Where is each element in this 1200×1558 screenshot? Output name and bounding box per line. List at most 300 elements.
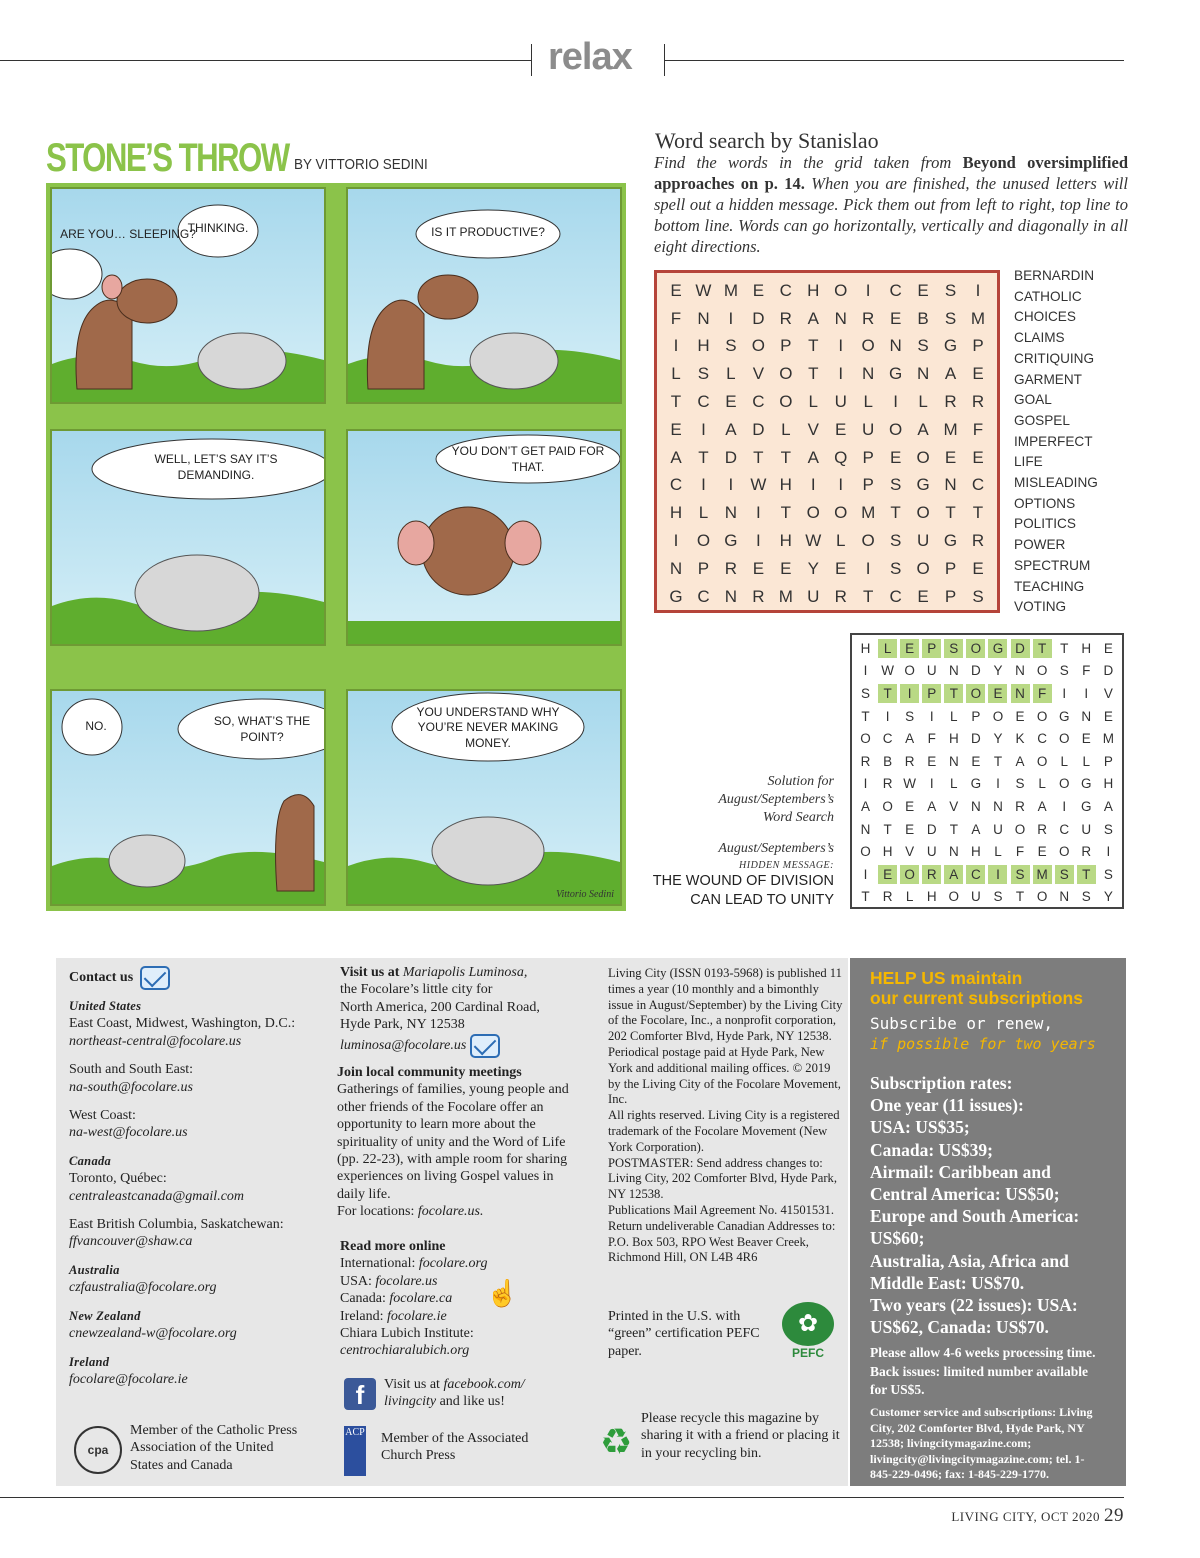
- grid-row: [663, 388, 991, 416]
- grid-letter: L: [918, 392, 928, 412]
- grid-letter: Y: [993, 663, 1003, 679]
- grid-letter: I: [865, 558, 871, 578]
- grid-letter: R: [1015, 798, 1025, 814]
- grid-letter: O: [1058, 844, 1070, 860]
- wordsearch-word-list: [1014, 266, 1098, 618]
- acp-member-text: Member of the Associated Church Press: [381, 1431, 529, 1464]
- grid-letter: N: [834, 308, 847, 328]
- grid-letter: U: [971, 889, 981, 905]
- grid-letter: T: [1033, 639, 1052, 658]
- help-heading: our current subscriptions: [870, 988, 1083, 1008]
- grid-letter: H: [882, 844, 893, 860]
- grid-letter: O: [1058, 776, 1070, 792]
- comic-strip: [46, 183, 626, 911]
- link[interactable]: centrochiaralubich.org: [340, 1343, 470, 1359]
- grid-letter: T: [753, 447, 764, 467]
- grid-letter: I: [838, 475, 844, 495]
- grid-letter: S: [1059, 663, 1069, 679]
- link[interactable]: focolare.ca: [389, 1291, 453, 1307]
- artist-signature: Vittorio Sedini: [556, 889, 614, 900]
- publication-column: Living City (ISSN 0193-5968) is published 11 times a year (10 monthly and a bimonthly issue in August/September) by the Living City of the Focolare, Inc., a nonprofit corporation, 202 Comforter Blvd, Hyde Park, NY 12538. Periodical postage paid at Hyde Park, New York and additional mailing offices. © 2019 by the Living City of the Focolare Movement, Inc. All rights reserved. Living City is a registered trademark of the Focolare Movement (New York Corporation). POSTMASTER: Send address changes to: Living City, 202 Comforter Blvd, Hyde Park, NY 12538. Publications Mail Agreement No. 41501531. Return undeliverable Canadian Addresses to: P.O. Box 503, RPO West Beaver Creek, Richmond Hill, ON L4B 4R6: [608, 966, 843, 1265]
- grid-row: [856, 705, 1118, 728]
- grid-letter: N: [1081, 708, 1092, 724]
- grid-letter: M: [778, 586, 793, 606]
- grid-letter: I: [1084, 685, 1089, 701]
- grid-letter: T: [808, 336, 819, 356]
- grid-letter: G: [943, 531, 958, 551]
- grid-letter: A: [860, 798, 870, 814]
- grid-letter: S: [972, 586, 984, 606]
- grid-letter: H: [1103, 776, 1114, 792]
- grid-letter: E: [835, 558, 847, 578]
- grid-letter: T: [698, 447, 709, 467]
- facebook-icon[interactable]: f: [344, 1378, 376, 1410]
- recycle-note: Please recycle this magazine by sharing it with a friend or placing it in your recycling bin.: [641, 1411, 840, 1461]
- grid-row: [856, 886, 1118, 909]
- grid-letter: V: [1103, 685, 1113, 701]
- cpa-member-text: Member of the Catholic Press Association of the United States and Canada: [130, 1423, 298, 1473]
- grid-letter: N: [724, 503, 738, 523]
- grid-letter: P: [972, 336, 984, 356]
- grid-letter: O: [751, 336, 765, 356]
- grid-letter: O: [966, 639, 985, 658]
- comic-panel-1: [50, 187, 326, 404]
- grid-letter: F: [1015, 844, 1025, 860]
- grid-letter: T: [670, 392, 682, 412]
- header-rule-right: [664, 60, 1124, 61]
- grid-row: [663, 555, 991, 583]
- grid-letter: W: [881, 663, 894, 679]
- grid-letter: I: [929, 708, 934, 724]
- grid-letter: L: [878, 639, 897, 658]
- word-list-item: GARMENT: [1014, 371, 1082, 387]
- grid-letter: D: [752, 419, 765, 439]
- grid-letter: E: [900, 639, 919, 658]
- page-number: 29: [1104, 1505, 1124, 1526]
- grid-letter: S: [889, 531, 902, 551]
- grid-letter: O: [1036, 889, 1048, 905]
- grid-letter: H: [697, 336, 710, 356]
- grid-letter: E: [835, 419, 847, 439]
- grid-letter: E: [1103, 640, 1113, 656]
- grid-letter: A: [807, 308, 819, 328]
- grid-letter: A: [725, 419, 737, 439]
- read-online-block: Read more online International: focolare.org USA: focolare.us Canada: focolare.ca Ireland: focolare.ie Chiara Lubich Institute: centrochiaralubich.org: [340, 1239, 488, 1359]
- grid-letter: G: [916, 475, 930, 495]
- grid-letter: P: [922, 639, 941, 658]
- grid-letter: O: [882, 798, 893, 814]
- word-list-item: CLAIMS: [1014, 330, 1065, 346]
- grid-letter: S: [993, 889, 1003, 905]
- grid-letter: N: [697, 308, 710, 328]
- grid-letter: Y: [1103, 889, 1113, 905]
- email-link[interactable]: luminosa@focolare.us: [340, 1037, 467, 1053]
- grid-letter: N: [916, 364, 930, 384]
- grid-letter: T: [993, 753, 1003, 769]
- grid-letter: C: [669, 475, 683, 495]
- grid-letter: T: [780, 447, 791, 467]
- grid-letter: S: [889, 558, 902, 578]
- grid-letter: I: [865, 280, 871, 300]
- contact-column: [69, 966, 331, 1399]
- speech-bubble: YOU DON’T GET PAID FOR THAT.: [451, 444, 605, 474]
- email-link[interactable]: northeast-central@focolare.us: [69, 1033, 242, 1049]
- header-tick-left: [531, 44, 532, 76]
- grid-letter: B: [883, 753, 893, 769]
- grid-letter: N: [948, 753, 959, 769]
- grid-letter: I: [728, 308, 734, 328]
- email-link[interactable]: cnewzealand-w@focolare.org: [69, 1326, 237, 1342]
- grid-letter: D: [752, 308, 765, 328]
- processing-note: Please allow 4-6 weeks processing time. Back issues: limited number available for US$5.: [870, 1345, 1096, 1397]
- grid-letter: L: [671, 364, 681, 384]
- grid-letter: P: [780, 336, 792, 356]
- mail-icon: [140, 966, 170, 990]
- speech-bubble: SO, WHAT’S THE POINT?: [213, 714, 311, 744]
- grid-letter: A: [1103, 798, 1113, 814]
- grid-letter: E: [917, 586, 929, 606]
- grid-letter: V: [949, 798, 959, 814]
- customer-service: Customer service and subscriptions: Living City, 202 Comforter Blvd, Hyde Park, NY 12538; livingcitymagazine.com; livingcity@livingcitymagazine.com; tel. 1-845-229-0496; fax: 1-845-229-1770.: [870, 1405, 1093, 1482]
- email-link[interactable]: ffvancouver@shaw.ca: [69, 1234, 193, 1250]
- grid-letter: E: [972, 558, 984, 578]
- grid-letter: A: [670, 447, 682, 467]
- grid-letter: I: [701, 419, 706, 439]
- grid-letter: N: [993, 798, 1003, 814]
- acp-logo: ACP: [344, 1426, 366, 1476]
- grid-row: [663, 277, 991, 305]
- grid-letter: T: [945, 503, 956, 523]
- email-link[interactable]: na-west@focolare.us: [69, 1125, 188, 1141]
- grid-letter: G: [724, 531, 738, 551]
- grid-letter: O: [860, 844, 871, 860]
- grid-letter: L: [1038, 776, 1046, 792]
- grid-letter: L: [950, 776, 958, 792]
- grid-letter: L: [726, 364, 736, 384]
- word-list-item: CRITIQUING: [1014, 350, 1095, 366]
- grid-letter: N: [889, 336, 902, 356]
- word-list-item: CHOICES: [1014, 309, 1076, 325]
- subscription-box: [850, 958, 1126, 1486]
- grid-letter: O: [860, 731, 871, 747]
- grid-letter: I: [755, 503, 761, 523]
- grid-letter: R: [724, 558, 738, 578]
- grid-letter: W: [903, 776, 917, 792]
- grid-letter: L: [950, 708, 958, 724]
- grid-letter: M: [723, 280, 738, 300]
- grid-letter: E: [780, 558, 792, 578]
- grid-letter: L: [808, 392, 818, 412]
- grid-letter: T: [883, 821, 892, 837]
- grid-letter: M: [943, 419, 958, 439]
- grid-letter: E: [972, 447, 984, 467]
- contact-east: East Coast, Midwest, Washington, D.C.:: [69, 1016, 296, 1032]
- grid-letter: A: [917, 419, 929, 439]
- grid-letter: M: [1102, 731, 1114, 747]
- grid-letter: E: [927, 753, 937, 769]
- comic-panel-2: [346, 187, 622, 404]
- grid-letter: N: [1059, 889, 1070, 905]
- footer-rule: [0, 1497, 1124, 1498]
- grid-letter: S: [1081, 889, 1091, 905]
- word-list-item: GOSPEL: [1014, 412, 1070, 428]
- grid-row: [856, 795, 1118, 818]
- grid-letter: I: [988, 865, 1007, 884]
- link[interactable]: facebook.com/ livingcity: [384, 1377, 525, 1410]
- grid-letter: P: [971, 708, 981, 724]
- word-list-item: CATHOLIC: [1014, 288, 1082, 304]
- grid-letter: A: [905, 731, 915, 747]
- grid-row: [856, 773, 1118, 796]
- grid-letter: O: [1036, 708, 1048, 724]
- grid-letter: R: [944, 392, 957, 412]
- grid-row: [856, 818, 1118, 841]
- grid-letter: R: [834, 586, 847, 606]
- grid-letter: D: [971, 731, 981, 747]
- word-list-item: TEACHING: [1014, 578, 1085, 594]
- solution-grid: [850, 633, 1124, 909]
- grid-letter: O: [861, 531, 875, 551]
- grid-letter: E: [670, 280, 682, 300]
- grid-letter: I: [673, 531, 679, 551]
- visit-column: Visit us at Mariapolis Luminosa, the Focolare’s little city for North America, 200 Cardinal Road, Hyde Park, NY 12538 luminosa@focolare.us: [340, 964, 586, 1068]
- grid-letter: O: [916, 447, 930, 467]
- grid-letter: I: [1062, 685, 1067, 701]
- grid-row: [856, 682, 1118, 705]
- grid-letter: H: [860, 640, 871, 656]
- grid-letter: V: [905, 844, 915, 860]
- grid-letter: I: [863, 663, 868, 679]
- word-list-item: BERNARDIN: [1014, 268, 1095, 283]
- grid-letter: E: [905, 821, 915, 837]
- speech-bubble: THINKING.: [187, 221, 249, 236]
- grid-letter: A: [807, 447, 819, 467]
- grid-letter: O: [696, 531, 711, 551]
- grid-letter: U: [862, 419, 875, 439]
- wordsearch-instructions: Find the words in the grid taken from Beyond oversimplified approaches on p. 14. When you are finished, the unused letters will spell out a hidden message. Pick them out from left to right, top line to bottom line. Words can go horizontally, vertically and diagonally in all eight directions.: [654, 153, 1128, 256]
- grid-letter: B: [917, 308, 929, 328]
- grid-letter: P: [944, 558, 957, 578]
- grid-letter: S: [944, 280, 957, 300]
- grid-letter: H: [779, 475, 792, 495]
- grid-letter: S: [697, 364, 710, 384]
- grid-letter: O: [916, 503, 930, 523]
- grid-letter: I: [755, 531, 761, 551]
- grid-letter: K: [1015, 731, 1025, 747]
- grid-letter: O: [1014, 821, 1026, 837]
- grid-letter: T: [1015, 889, 1025, 905]
- recycle-icon: ♻: [600, 1422, 633, 1462]
- grid-letter: P: [944, 586, 957, 606]
- solution-caption: Solution for August/Septembers’s Word Search: [718, 774, 834, 825]
- comic-panel-6: [346, 689, 622, 906]
- grid-letter: A: [944, 865, 963, 884]
- grid-letter: E: [917, 280, 929, 300]
- grid-letter: F: [670, 308, 682, 328]
- email-link[interactable]: focolare@focolare.ie: [69, 1371, 188, 1387]
- grid-letter: S: [1015, 776, 1025, 792]
- grid-letter: I: [975, 280, 981, 300]
- grid-letter: G: [889, 364, 903, 384]
- grid-letter: I: [885, 708, 890, 724]
- grid-letter: T: [1060, 640, 1069, 656]
- grid-letter: R: [1037, 821, 1047, 837]
- grid-letter: R: [882, 889, 893, 905]
- grid-letter: U: [1081, 821, 1092, 837]
- grid-letter: T: [861, 708, 870, 724]
- grid-letter: D: [971, 663, 981, 679]
- grid-letter: P: [922, 684, 941, 703]
- grid-letter: U: [834, 392, 847, 412]
- email-link[interactable]: centraleastcanada@gmail.com: [69, 1188, 245, 1204]
- grid-letter: D: [1011, 639, 1030, 658]
- word-list-item: OPTIONS: [1014, 495, 1076, 511]
- grid-letter: V: [752, 364, 765, 384]
- grid-row: [856, 660, 1118, 683]
- grid-letter: E: [878, 865, 897, 884]
- grid-letter: F: [1033, 684, 1052, 703]
- grid-letter: N: [860, 821, 871, 837]
- page-footer: LIVING CITY, OCT 2020 29: [951, 1505, 1124, 1526]
- email-link[interactable]: czfaustralia@focolare.org: [69, 1280, 217, 1296]
- grid-letter: H: [779, 531, 792, 551]
- grid-letter: Q: [834, 447, 848, 467]
- link[interactable]: focolare.org: [418, 1256, 488, 1272]
- subscription-rates: Subscription rates: One year (11 issues): USA: US$35; Canada: US$39; Airmail: Caribbean and Central America: US$50; Europe and South America: US$60; Australia, Asia, Africa and Middle East: US$70. Two years (22 issues): USA: US$62, Canada: US$70.: [870, 1073, 1080, 1338]
- grid-letter: C: [1037, 731, 1047, 747]
- grid-letter: O: [889, 419, 903, 439]
- grid-letter: H: [807, 280, 820, 300]
- contact-canada-label: Canada: [69, 1153, 112, 1168]
- wordsearch-title: Word search by Stanislao: [655, 128, 879, 153]
- grid-letter: M: [970, 308, 986, 328]
- grid-letter: L: [1082, 753, 1091, 769]
- grid-letter: Y: [993, 731, 1003, 747]
- grid-letter: F: [927, 731, 936, 747]
- grid-letter: T: [949, 821, 958, 837]
- grid-letter: E: [725, 392, 737, 412]
- email-link[interactable]: na-south@focolare.us: [69, 1079, 193, 1095]
- grid-letter: R: [971, 531, 985, 551]
- grid-letter: G: [669, 586, 683, 606]
- grid-letter: R: [971, 392, 985, 412]
- grid-letter: G: [1081, 776, 1092, 792]
- grid-letter: T: [1077, 865, 1096, 884]
- grid-letter: N: [971, 798, 981, 814]
- grid-letter: L: [835, 531, 846, 551]
- contact-ireland-label: Ireland: [69, 1354, 110, 1369]
- grid-letter: O: [779, 392, 793, 412]
- grid-letter: E: [752, 280, 765, 300]
- grid-letter: M: [1033, 865, 1052, 884]
- link[interactable]: focolare.ie: [387, 1308, 447, 1324]
- grid-letter: O: [900, 865, 919, 884]
- word-list-item: IMPERFECT: [1014, 433, 1093, 449]
- grid-letter: S: [944, 308, 957, 328]
- grid-letter: U: [993, 821, 1003, 837]
- speech-bubble: YOU UNDERSTAND WHY YOU’RE NEVER MAKING MONEY.: [416, 704, 560, 750]
- grid-letter: O: [1036, 753, 1048, 769]
- grid-letter: A: [971, 821, 981, 837]
- tree-icon: ✿: [782, 1302, 834, 1346]
- grid-letter: R: [860, 753, 871, 769]
- grid-letter: L: [863, 392, 873, 412]
- grid-letter: I: [996, 776, 1000, 792]
- grid-letter: T: [972, 503, 984, 523]
- grid-letter: H: [948, 731, 959, 747]
- grid-letter: G: [1081, 798, 1092, 814]
- grid-letter: P: [862, 447, 874, 467]
- grid-letter: H: [669, 503, 683, 523]
- speech-bubble: WELL, LET’S SAY IT’S DEMANDING.: [154, 452, 278, 482]
- grid-row: [663, 444, 991, 472]
- word-list-item: GOAL: [1014, 392, 1052, 408]
- grid-letter: I: [863, 776, 868, 792]
- grid-letter: M: [861, 503, 876, 523]
- grid-letter: L: [994, 844, 1002, 860]
- grid-letter: A: [927, 798, 937, 814]
- grid-letter: O: [779, 364, 793, 384]
- grid-letter: L: [698, 503, 709, 523]
- grid-letter: F: [1082, 663, 1091, 679]
- wordsearch-grid: [654, 270, 1000, 613]
- speech-bubble: IS IT PRODUCTIVE?: [431, 225, 545, 240]
- link[interactable]: focolare.us.: [417, 1204, 484, 1220]
- grid-letter: N: [1015, 663, 1025, 679]
- grid-letter: N: [724, 586, 738, 606]
- grid-letter: U: [926, 663, 937, 679]
- grid-letter: C: [1059, 821, 1070, 837]
- hidden-message-caption: August/Septembers’s HIDDEN MESSAGE:: [718, 841, 834, 871]
- contact-australia-label: Australia: [69, 1262, 120, 1277]
- grid-letter: R: [752, 586, 765, 606]
- grid-row: [856, 840, 1118, 863]
- grid-letter: N: [1011, 684, 1030, 703]
- grid-letter: T: [862, 586, 874, 606]
- grid-letter: R: [922, 865, 941, 884]
- grid-letter: N: [948, 663, 959, 679]
- speech-bubble: ARE YOU… SLEEPING?: [60, 227, 196, 242]
- grid-letter: S: [1055, 865, 1074, 884]
- grid-row: [663, 305, 991, 333]
- contact-nz-label: New Zealand: [69, 1308, 141, 1323]
- grid-letter: G: [970, 776, 982, 792]
- grid-letter: E: [752, 558, 765, 578]
- word-list-item: MISLEADING: [1014, 475, 1098, 491]
- grid-letter: Y: [807, 558, 819, 578]
- word-list-item: SPECTRUM: [1014, 557, 1091, 573]
- grid-letter: G: [988, 639, 1007, 658]
- grid-letter: U: [926, 844, 937, 860]
- grid-letter: O: [1036, 663, 1048, 679]
- link[interactable]: focolare.us: [375, 1273, 438, 1289]
- grid-letter: D: [926, 821, 937, 837]
- grid-letter: S: [860, 685, 870, 701]
- grid-letter: C: [697, 392, 710, 412]
- grid-letter: A: [944, 364, 957, 384]
- grid-letter: F: [972, 419, 984, 439]
- grid-letter: O: [916, 558, 930, 578]
- grid-letter: A: [1015, 753, 1025, 769]
- grid-letter: C: [971, 475, 985, 495]
- grid-letter: I: [1062, 798, 1067, 814]
- grid-letter: I: [701, 475, 706, 495]
- meetings-block: Join local community meetings Gatherings of families, young people and other friends of the Focolare offer an opportunity to learn more about the spirituality of unity and the Word of Life (pp. 22-23), with ample room for sharing experiences on living Gospel values in daily life. For locations: focolare.us.: [337, 1065, 569, 1220]
- grid-letter: E: [972, 364, 984, 384]
- comic-panel-4: [346, 429, 622, 646]
- grid-letter: P: [1103, 753, 1113, 769]
- grid-letter: G: [1058, 708, 1070, 724]
